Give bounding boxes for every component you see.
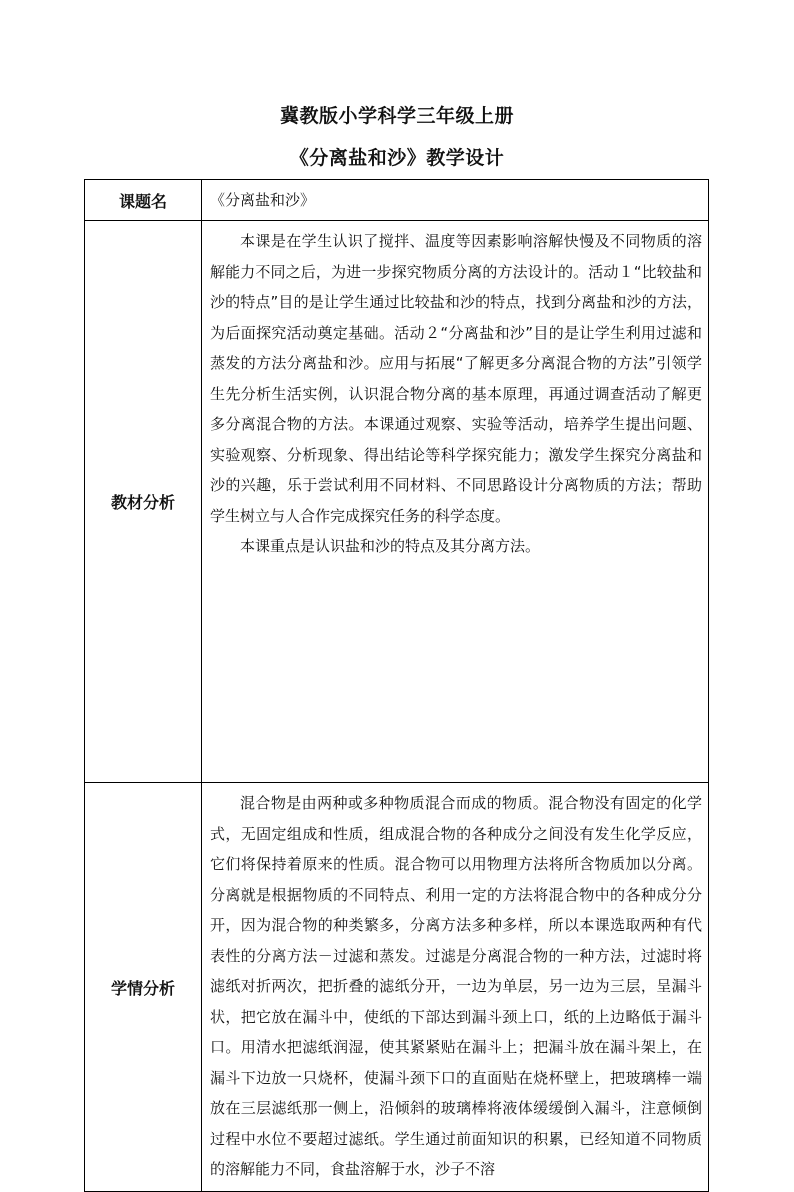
- table-row-lesson-title: [85, 180, 709, 221]
- lesson-title-cell: [202, 180, 709, 221]
- document-subtitle: 《分离盐和沙》教学设计: [289, 147, 505, 169]
- material-analysis-paragraph: 本课是在学生认识了搅拌、温度等因素影响溶解快慢及不同物质的溶解能力不同之后，为进一步探究物质分离的方法设计的。活动１“比较盐和沙的特点”目的是让学生通过比较盐和沙的特点，找到分离盐和沙的方法，为后面探究活动奠定基础。活动２“分离盐和沙”目的是让学生利用过滤和蒸发的方法分离盐和沙。应用与拓展“了解更多分离混合物的方法”引领学生先分析生活实例，认识混合物分离的基本原理，再通过调查活动了解更多分离混合物的方法。本课通过观察、实验等活动，培养学生提出问题、实验观察、分析现象、得出结论等科学探究能力；激发学生探究分离盐和沙的兴趣，乐于尝试利用不同材料、不同思路设计分离物质的方法；帮助学生树立与人合作完成探究任务的科学态度。: [210, 232, 702, 525]
- lesson-title-value: 《分离盐和沙》: [210, 191, 316, 209]
- material-analysis-cell: [202, 221, 709, 783]
- table-row-student-analysis: [85, 783, 709, 1192]
- row-label-lesson-title: 课题名: [85, 180, 202, 221]
- material-analysis-key-point: 本课重点是认识盐和沙的特点及其分离方法。: [240, 537, 541, 555]
- row-label-material-analysis: 教材分析: [85, 221, 202, 783]
- document-title: 冀教版小学科学三年级上册: [279, 105, 514, 127]
- lesson-design-table: [84, 179, 709, 1192]
- row-label-student-analysis: 学情分析: [85, 783, 202, 1192]
- table-row-material-analysis: [85, 221, 709, 783]
- student-analysis-paragraph: 混合物是由两种或多种物质混合而成的物质。混合物没有固定的化学式，无固定组成和性质，组成混合物的各种成分之间没有发生化学反应，它们将保持着原来的性质。混合物可以用物理方法将所含物质加以分离。分离就是根据物质的不同特点、利用一定的方法将混合物中的各种成分分开，因为混合物的种类繁多，分离方法多种多样，所以本课选取两种有代表性的分离方法－过滤和蒸发。过滤是分离混合物的一种方法，过滤时将滤纸对折两次，把折叠的滤纸分开，一边为单层，另一边为三层，呈漏斗状，把它放在漏斗中，使纸的下部达到漏斗颈上口，纸的上边略低于漏斗口。用清水把滤纸润湿，使其紧紧贴在漏斗上；把漏斗放在漏斗架上，在漏斗下边放一只烧杯，使漏斗颈下口的直面贴在烧杯壁上，把玻璃棒一端放在三层滤纸那一侧上，沿倾斜的玻璃棒将液体缓缓倒入漏斗，注意倾倒过程中水位不要超过滤纸。学生通过前面知识的积累，已经知道不同物质的溶解能力不同，食盐溶解于水，沙子不溶: [210, 794, 702, 1178]
- student-analysis-cell: [202, 783, 709, 1192]
